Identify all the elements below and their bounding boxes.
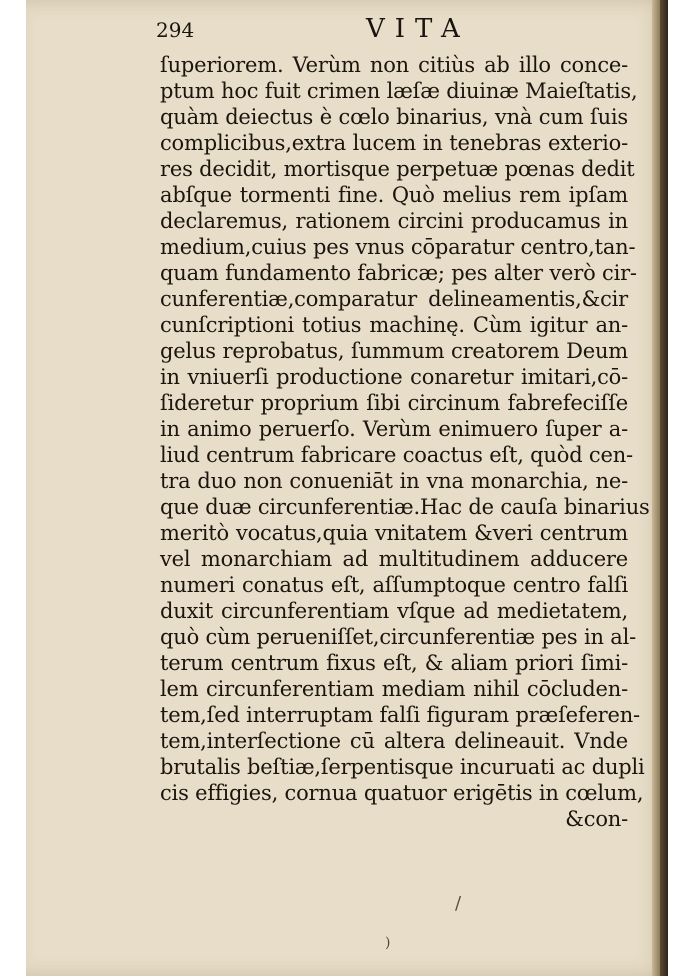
text-line: medium,cuius pes vnus cōparatur centro,tan- (160, 235, 636, 259)
text-line: abſque tormenti fine. Quò melius rem ipſam (160, 183, 628, 207)
text-line: terum centrum fixus eſt, & aliam priori ſimi- (160, 651, 628, 675)
text-line: que duæ circunferentiæ.Hac de cauſa binarius (160, 495, 650, 519)
text-line: in vniuerſi productione conaretur imitari,cō- (160, 365, 628, 389)
text-line: ſuperiorem. Verùm non citiùs ab illo conce- (160, 53, 628, 77)
text-line: declaremus, rationem circini producamus in (160, 209, 628, 233)
page-header (156, 12, 626, 48)
page-number: 294 (156, 18, 195, 42)
text-line: ſideretur proprium ſibi circinum fabrefeciſſe (160, 391, 628, 415)
text-line: lem circunferentiam mediam nihil cōcluden- (160, 677, 628, 701)
text-line: in animo peruerſo. Verùm enimuero ſuper a- (160, 417, 628, 441)
text-line: tem,interſectione cū altera delineauit. Vnde (160, 729, 628, 753)
running-head: VITA (366, 14, 470, 44)
text-line: cunſcriptioni totius machinę. Cùm igitur an- (160, 313, 628, 337)
page-gutter-edge (652, 0, 660, 976)
text-line: duxit circunferentiam vſque ad medietatem, (160, 599, 628, 623)
text-line: quam fundamento fabricæ; pes alter verò cir- (160, 261, 637, 285)
text-line: tem,ſed interruptam falſi figuram præſeferen- (160, 703, 640, 727)
text-line: gelus reprobatus, ſummum creatorem Deum (160, 339, 628, 363)
text-line: meritò vocatus,quia vnitatem &veri centrum (160, 521, 628, 545)
text-line: res decidit, mortisque perpetuæ pœnas dedit (160, 157, 635, 181)
stray-mark: / (455, 893, 462, 914)
book-binding-edge (660, 0, 668, 976)
text-line: vel monarchiam ad multitudinem adducere (160, 547, 628, 571)
text-line: liud centrum fabricare coactus eſt, quòd cen- (160, 443, 633, 467)
text-line: ptum hoc fuit crimen læſæ diuinæ Maieſtatis, (160, 79, 638, 103)
text-line: brutalis beſtiæ,ſerpentisque incuruati ac dupli (160, 755, 645, 779)
text-line: quò cùm perueniſſet,circunferentiæ pes in al- (160, 625, 637, 649)
text-line: &con- (565, 807, 628, 831)
footer-mark: ) (385, 935, 391, 951)
text-line: tra duo non conueniāt in vna monarchia, ne- (160, 469, 628, 493)
text-line: quàm deiectus è cœlo binarius, vnà cum ſuis (160, 105, 628, 129)
text-line: complicibus,extra lucem in tenebras exterio- (160, 131, 628, 155)
text-block (160, 52, 650, 832)
text-line: cunferentiæ,comparatur delineamentis,&cir (160, 287, 628, 311)
text-line: numeri conatus eſt, aſſumptoque centro falſi (160, 573, 628, 597)
text-line: cis effigies, cornua quatuor erigētis in cœlum, (160, 781, 644, 805)
